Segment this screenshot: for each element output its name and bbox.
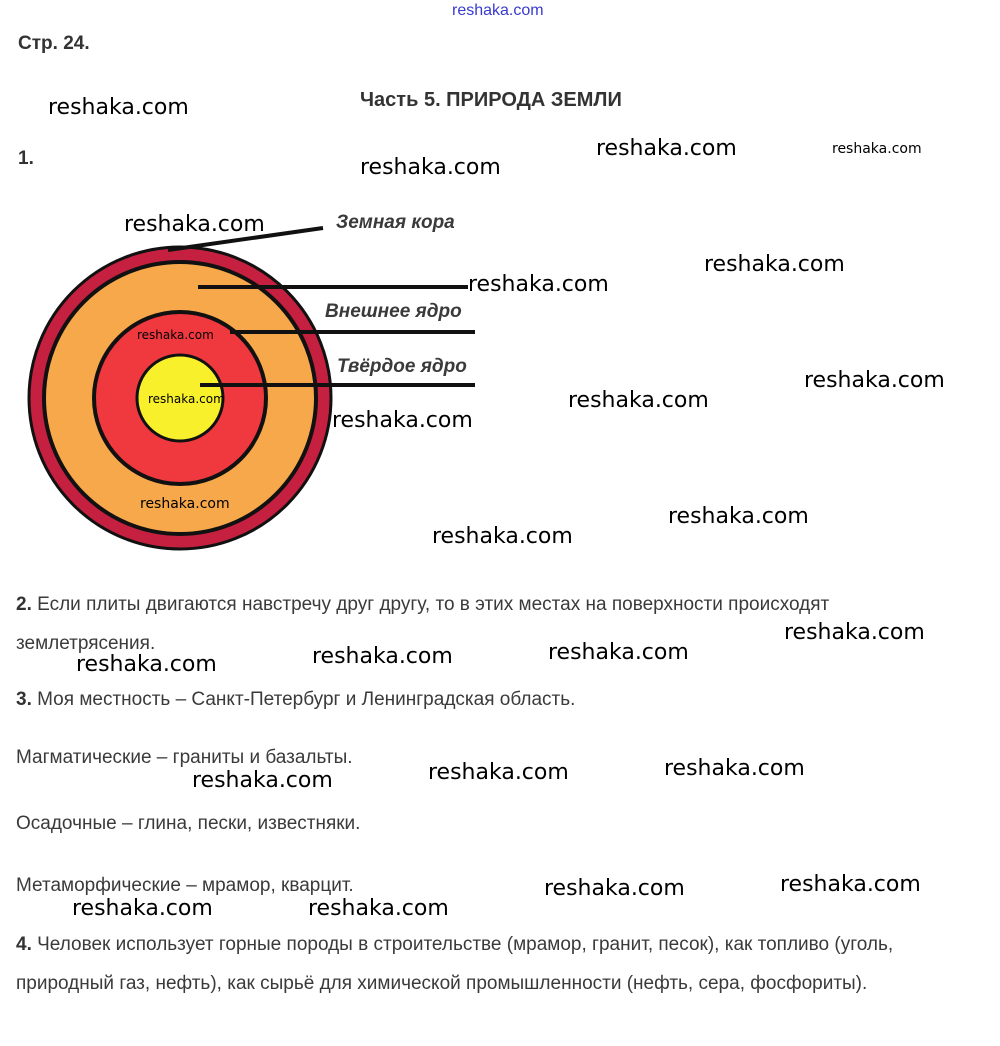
q3-paragraph <box>16 680 994 719</box>
watermark: reshaka.com <box>332 408 473 433</box>
watermark: reshaka.com <box>124 212 265 237</box>
watermark: reshaka.com <box>72 896 213 921</box>
q2-text-line1: Если плиты двигаются навстречу друг другу, то в этих местах на поверхности происходят <box>37 594 830 615</box>
q2-number: 2. <box>16 594 32 615</box>
q4-paragraph <box>16 925 994 1003</box>
q2-text-line2: землетрясения. <box>16 633 156 654</box>
watermark: reshaka.com <box>780 872 921 897</box>
watermark: reshaka.com <box>428 760 569 785</box>
watermark: reshaka.com <box>548 640 689 665</box>
watermark: reshaka.com <box>596 136 737 161</box>
watermark: reshaka.com <box>76 652 217 677</box>
watermark: reshaka.com <box>148 392 225 406</box>
q3-sedimentary: Осадочные – глина, пески, известняки. <box>16 813 361 834</box>
label-inner-core: Твёрдое ядро <box>337 356 467 377</box>
q1-number: 1. <box>18 148 34 169</box>
label-outer-core: Внешнее ядро <box>325 301 462 322</box>
watermark: reshaka.com <box>804 368 945 393</box>
watermark: reshaka.com <box>468 272 609 297</box>
watermark: reshaka.com <box>360 155 501 180</box>
watermark: reshaka.com <box>308 896 449 921</box>
watermark: reshaka.com <box>568 388 709 413</box>
watermark: reshaka.com <box>48 95 189 120</box>
q3-number: 3. <box>16 689 32 710</box>
watermark: reshaka.com <box>664 756 805 781</box>
watermark: reshaka.com <box>140 496 230 512</box>
watermark: reshaka.com <box>312 644 453 669</box>
q3-magmatic: Магматические – граниты и базальты. <box>16 747 353 768</box>
watermark: reshaka.com <box>832 141 922 157</box>
watermark: reshaka.com <box>432 524 573 549</box>
q3-text: Моя местность – Санкт-Петербург и Ленинградская область. <box>37 689 576 710</box>
q4-number: 4. <box>16 934 32 955</box>
watermark: reshaka.com <box>668 504 809 529</box>
page-number: Стр. 24. <box>18 33 90 54</box>
watermark: reshaka.com <box>784 620 925 645</box>
q3-metamorphic: Метаморфические – мрамор, кварцит. <box>16 875 354 896</box>
q4-text: Человек использует горные породы в строительстве (мрамор, гранит, песок), как топливо (уголь, природный газ, нефть), как сырьё для химической промышленности (нефть, сера, фосфориты). <box>16 934 894 994</box>
watermark: reshaka.com <box>704 252 845 277</box>
part-title: Часть 5. ПРИРОДА ЗЕМЛИ <box>360 89 622 111</box>
site-header-link[interactable]: reshaka.com <box>452 2 544 19</box>
watermark: reshaka.com <box>544 876 685 901</box>
watermark: reshaka.com <box>137 328 214 342</box>
watermark: reshaka.com <box>192 768 333 793</box>
label-crust: Земная кора <box>336 212 455 233</box>
